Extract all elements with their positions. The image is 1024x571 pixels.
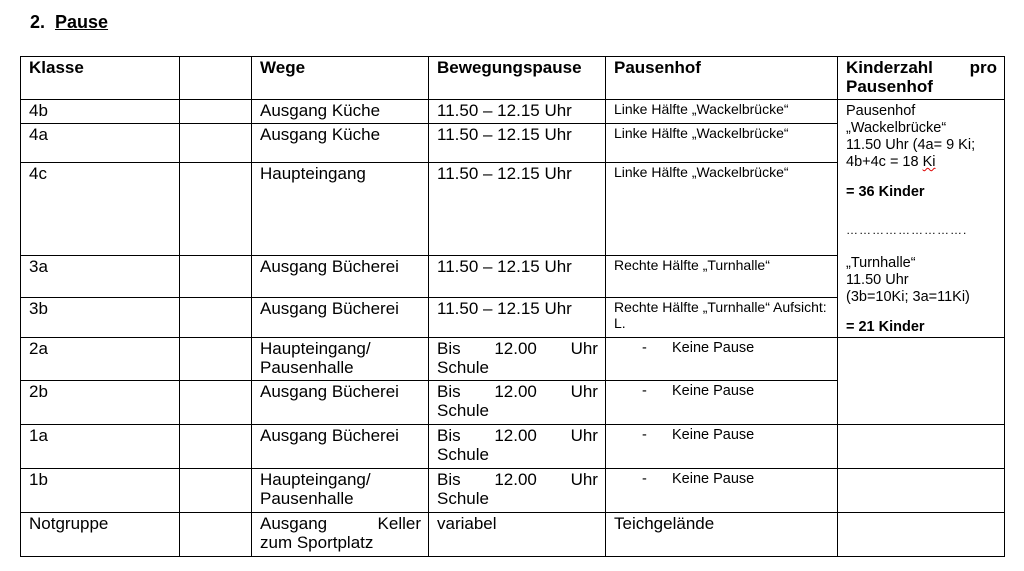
section-title: Pause	[55, 12, 109, 32]
table-row	[21, 100, 1005, 124]
cell-wege: Ausgang Küche	[252, 123, 429, 162]
cell-empty	[180, 469, 252, 513]
cell-pause: 11.50 – 12.15 Uhr	[429, 256, 606, 297]
table-row	[21, 338, 1005, 381]
cell-empty	[180, 163, 252, 256]
table-header-row	[21, 57, 1005, 100]
cell-hof: Linke Hälfte „Wackelbrücke“	[606, 123, 838, 162]
cell-pause: 11.50 – 12.15 Uhr	[429, 123, 606, 162]
pause-uhr: Uhr	[570, 382, 598, 401]
cell-pause: 11.50 – 12.15 Uhr	[429, 163, 606, 256]
pause-uhr: Uhr	[570, 339, 598, 358]
cell-wege: Ausgang Bücherei	[252, 381, 429, 425]
cell-wege: Haupteingang/ Pausenhalle	[252, 469, 429, 513]
header-kinderzahl-word1: Kinderzahl	[846, 58, 933, 77]
header-bewegungspause: Bewegungspause	[429, 57, 606, 100]
cell-kinderzahl-empty	[838, 425, 1005, 469]
cell-empty	[180, 513, 252, 557]
cell-kinderzahl-empty	[838, 513, 1005, 557]
kz-pausenhof: Pausenhof	[846, 103, 916, 119]
header-empty	[180, 57, 252, 100]
pause-bis: Bis	[437, 339, 461, 358]
cell-pause	[429, 381, 606, 425]
section-number: 2.	[30, 12, 46, 32]
kz-counts-2: (3b=10Ki; 3a=11Ki)	[846, 289, 970, 305]
cell-hof: Linke Hälfte „Wackelbrücke“	[606, 163, 838, 256]
hof-text: Keine Pause	[672, 340, 755, 356]
hof-dash: -	[642, 471, 647, 487]
kz-counts-1-ki: Ki	[922, 154, 936, 170]
cell-pause	[429, 469, 606, 513]
cell-klasse: 4b	[21, 100, 180, 124]
header-wege: Wege	[252, 57, 429, 100]
pause-schule: Schule	[437, 401, 489, 420]
cell-hof: Rechte Hälfte „Turnhalle“ Aufsicht: L.	[606, 297, 838, 337]
cell-hof	[606, 338, 838, 381]
header-kinderzahl	[838, 57, 1005, 100]
cell-wege: Haupteingang/ Pausenhalle	[252, 338, 429, 381]
pause-time: 12.00	[494, 426, 537, 445]
header-pausenhof: Pausenhof	[606, 57, 838, 100]
cell-klasse: 2b	[21, 381, 180, 425]
cell-klasse: 2a	[21, 338, 180, 381]
cell-hof: Teichgelände	[606, 513, 838, 557]
hof-dash: -	[642, 427, 647, 443]
pause-bis: Bis	[437, 382, 461, 401]
kz-wackelbruecke: „Wackelbrücke“	[846, 120, 947, 136]
section-heading	[30, 12, 108, 33]
cell-wege: Ausgang Küche	[252, 100, 429, 124]
cell-hof	[606, 469, 838, 513]
pause-time: 12.00	[494, 339, 537, 358]
header-kinderzahl-word3: Pausenhof	[846, 77, 933, 96]
header-klasse: Klasse	[21, 57, 180, 100]
wege-ausgang: Ausgang	[260, 514, 328, 533]
cell-empty	[180, 381, 252, 425]
pause-uhr: Uhr	[570, 470, 598, 489]
cell-empty	[180, 338, 252, 381]
cell-klasse: 1a	[21, 425, 180, 469]
kz-time-2: 11.50 Uhr	[846, 272, 909, 288]
cell-empty	[180, 123, 252, 162]
cell-klasse: 4a	[21, 123, 180, 162]
cell-klasse: 3a	[21, 256, 180, 297]
hof-dash: -	[642, 340, 647, 356]
cell-pause: 11.50 – 12.15 Uhr	[429, 100, 606, 124]
cell-pause	[429, 338, 606, 381]
header-kinderzahl-word2: pro	[969, 58, 997, 77]
hof-text: Keine Pause	[672, 427, 755, 443]
pause-table	[20, 56, 1005, 557]
cell-kinderzahl-empty	[838, 338, 1005, 425]
cell-wege: Ausgang Bücherei	[252, 297, 429, 337]
cell-wege: Ausgang Bücherei	[252, 256, 429, 297]
cell-empty	[180, 100, 252, 124]
cell-klasse: 1b	[21, 469, 180, 513]
cell-klasse: Notgruppe	[21, 513, 180, 557]
cell-wege: Ausgang Bücherei	[252, 425, 429, 469]
wege-keller: Keller	[377, 514, 421, 533]
cell-empty	[180, 256, 252, 297]
pause-time: 12.00	[494, 382, 537, 401]
kz-time-1: 11.50 Uhr (4a= 9 Ki;	[846, 137, 976, 153]
cell-hof: Rechte Hälfte „Turnhalle“	[606, 256, 838, 297]
hof-text: Keine Pause	[672, 471, 755, 487]
cell-hof	[606, 381, 838, 425]
cell-pause: variabel	[429, 513, 606, 557]
kz-total-2: = 21 Kinder	[846, 319, 925, 335]
kz-total-1: = 36 Kinder	[846, 184, 925, 200]
pause-bis: Bis	[437, 426, 461, 445]
table-row	[21, 469, 1005, 513]
cell-hof: Linke Hälfte „Wackelbrücke“	[606, 100, 838, 124]
cell-kinderzahl	[838, 100, 1005, 338]
cell-klasse: 3b	[21, 297, 180, 337]
hof-dash: -	[642, 383, 647, 399]
cell-empty	[180, 425, 252, 469]
cell-wege	[252, 513, 429, 557]
cell-hof	[606, 425, 838, 469]
wege-sportplatz: zum Sportplatz	[260, 533, 374, 552]
table-row	[21, 513, 1005, 557]
pause-bis: Bis	[437, 470, 461, 489]
cell-wege: Haupteingang	[252, 163, 429, 256]
cell-kinderzahl-empty	[838, 469, 1005, 513]
cell-empty	[180, 297, 252, 337]
kz-turnhalle: „Turnhalle“	[846, 255, 916, 271]
pause-time: 12.00	[494, 470, 537, 489]
cell-pause: 11.50 – 12.15 Uhr	[429, 297, 606, 337]
pause-schule: Schule	[437, 358, 489, 377]
hof-text: Keine Pause	[672, 383, 755, 399]
pause-uhr: Uhr	[570, 426, 598, 445]
table-row	[21, 425, 1005, 469]
cell-klasse: 4c	[21, 163, 180, 256]
kz-counts-1-text: 4b+4c = 18	[846, 154, 923, 170]
pause-schule: Schule	[437, 489, 489, 508]
pause-schule: Schule	[437, 445, 489, 464]
cell-pause	[429, 425, 606, 469]
kz-separator: ……………………….	[846, 223, 968, 237]
kz-counts-1	[846, 154, 997, 171]
